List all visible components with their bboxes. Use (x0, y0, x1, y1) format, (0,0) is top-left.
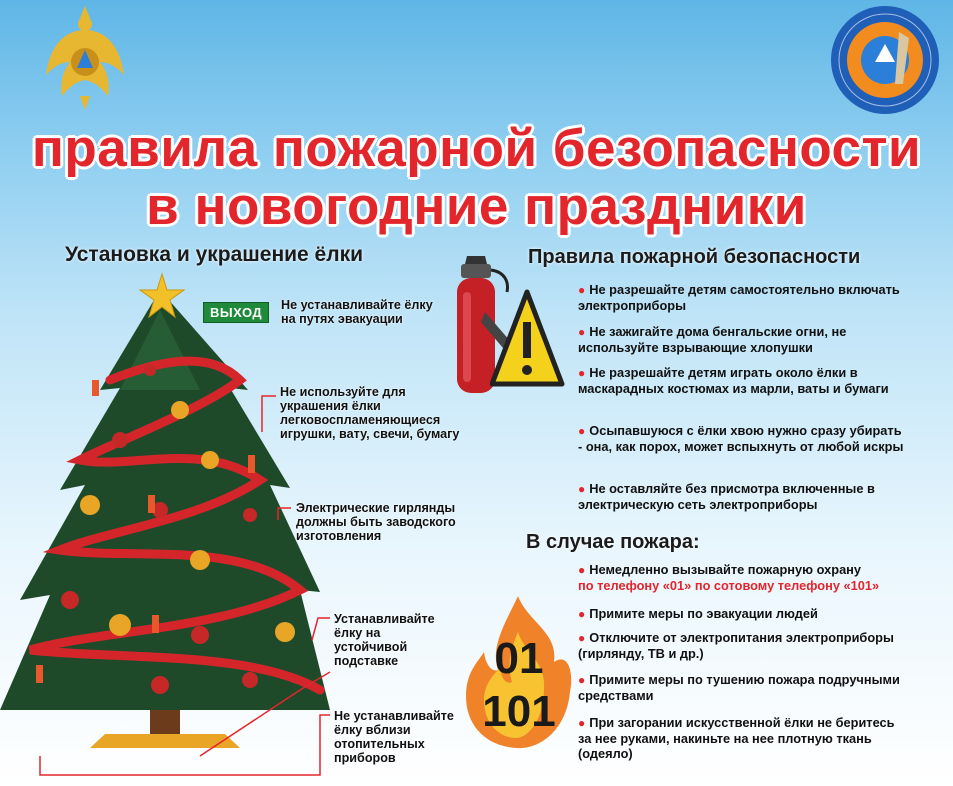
page-title-line1: правила пожарной безопасности (31, 119, 922, 178)
phone-number-01: 01 (494, 634, 544, 683)
note-stand: Устанавливайте ёлку на устойчивой подставке (334, 612, 435, 668)
rule-4: ● Осыпавшуюся с ёлки хвою нужно сразу убирать - она, как порох, может вспыхнуть от любой искры (578, 423, 904, 454)
warning-sign-icon (490, 288, 565, 388)
right-heading: Правила пожарной безопасности (528, 246, 861, 268)
fire-rule-artificial: ● При загорании искусственной ёлки не беритесь за нее руками, накиньте на нее плотную ткань (одеяло) (578, 715, 895, 761)
fire-rule-extinguish: ● Примите меры по тушению пожара подручными средствами (578, 672, 900, 703)
page-title-line2: в новогодние праздники (146, 177, 807, 236)
fire-rule-evacuate: ● Примите меры по эвакуации людей (578, 606, 818, 621)
fire-rule-call: ● Немедленно вызывайте пожарную охрану по телефону «01» по сотовому телефону «101» (578, 562, 880, 593)
rule-5: ● Не оставляйте без присмотра включенные в электрическую сеть электроприборы (578, 481, 875, 512)
phone-number-101: 101 (482, 687, 556, 736)
rule-1: ● Не разрешайте детям самостоятельно включать электроприборы (578, 282, 900, 313)
left-heading: Установка и украшение ёлки (65, 243, 363, 266)
note-decorations: Не используйте для украшения ёлки легковоспламеняющиеся игрушки, вату, свечи, бумагу (280, 385, 460, 441)
rule-2: ● Не зажигайте дома бенгальские огни, не используйте взрывающие хлопушки (578, 324, 847, 355)
rule-3: ● Не разрешайте детям играть около ёлки в маскарадных костюмах из марли, ваты и бумаги (578, 365, 889, 396)
note-evacuation: Не устанавливайте ёлку на путях эвакуации (281, 298, 433, 326)
note-heaters: Не устанавливайте ёлку вблизи отопительных приборов (334, 709, 454, 765)
exit-sign: ВЫХОД (203, 302, 269, 323)
fire-rule-power: ● Отключите от электропитания электроприборы (гирлянду, ТВ и др.) (578, 630, 894, 661)
note-garlands: Электрические гирлянды должны быть заводского изготовления (296, 501, 456, 543)
fire-heading: В случае пожара: (526, 531, 700, 553)
